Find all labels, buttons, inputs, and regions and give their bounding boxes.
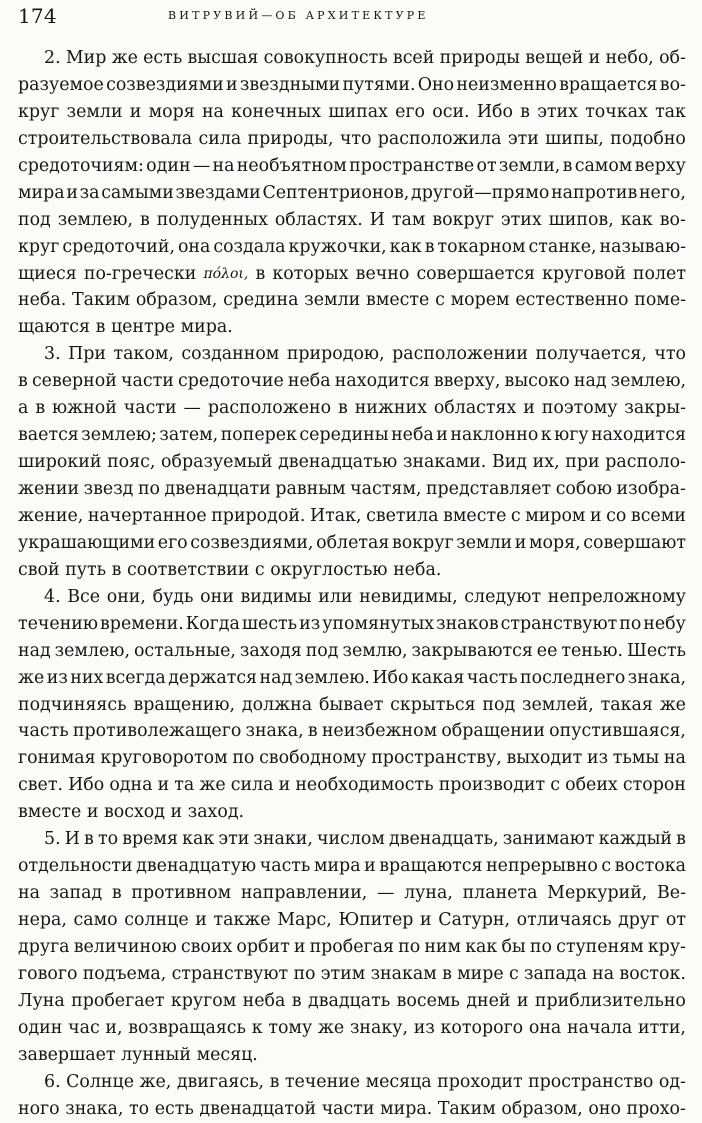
text-line: Луна пробегает кругом неба в двадцать восемь дней и приблизительно [18,990,686,1011]
text-line: же из них всегда держатся над землею. Ибо какая часть последнего знака, [18,667,686,688]
text-line: щиеся по-гречески πόλοι, в которых вечно совершается круговой полет [18,263,686,284]
text-line: вается землею; затем, поперек середины неба и наклонно к югу находится [18,425,686,446]
text-line: подчиняясь вращению, должна бывает скрыться под землей, такая же [18,694,686,715]
text-line: разуемое созвездиями и звездными путями. Оно неизменно вращается во- [18,74,686,95]
text-line: над землею, остальные, заходя под землю, закрываются ее тенью. Шесть [18,640,686,661]
text-line: нера, само солнце и также Марс, Юпитер и Сатурн, отличаясь друг от [18,910,686,930]
text-line: мира и за самыми звездами Септентрионов, другой—прямо напротив него, [18,182,686,203]
text-line: неба. Таким образом, средина земли вместе с морем естественно поме- [18,290,686,311]
text-line: строительствовала сила природы, что расположила эти шипы, подобно [18,128,686,149]
text-line: отдельности двенадцатую часть мира и вращаются непрерывно с востока [18,856,686,877]
page-number: 174 [18,4,57,28]
text-line: щаются в центре мира. [18,317,233,338]
text-line: а в южной части — расположено в нижних областях и поэтому закры- [18,398,686,419]
body-text [18,45,686,1123]
text-line: 5. И в то время как эти знаки, числом двенадцать, занимают каждый в [44,829,686,850]
text-line: средоточиям: один — на необъятном пространстве от земли, в самом верху [18,155,686,176]
text-line: друга величиною своих орбит и пробегая по ним как бы по ступеням кру- [18,936,686,957]
text-line: 4. Все они, будь они видимы или невидимы, следуют непреложному [44,586,686,607]
text-line: свой путь в соответствии с округлостью неба. [18,559,442,580]
text-line: жении звезд по двенадцати равным частям, представляет собою изобра- [18,479,686,499]
paragraph [18,45,686,341]
text-line: украшающими его созвездиями, облетая вокруг земли и моря, совершают [18,532,686,553]
text-line: круг земли и моря на конечных шипах его оси. Ибо в этих точках так [18,101,686,122]
paragraph [18,1069,686,1123]
text-line: 3. При таком, созданном природою, расположении получается, что [44,344,686,365]
text-line: под землею, в полуденных областях. И там вокруг этих шипов, как во- [18,209,686,230]
text-line: свет. Ибо одна и та же сила и необходимость производит с обеих сторон [18,775,686,796]
text-line: жение, начертанное природой. Итак, светила вместе с миром и со всеми [18,505,686,526]
text-line: широкий пояс, образуемый двенадцатью знаками. Вид их, при располо- [18,452,686,473]
page-header [18,4,686,28]
text-line: ного знака, то есть двенадцатой части мира. Таким образом, оно прохо- [18,1098,686,1119]
text-line: на запад в противном направлении, — луна, планета Меркурий, Ве- [18,883,686,904]
text-line: гонимая круговоротом по свободному пространству, выходит из тьмы на [18,748,686,769]
text-line: вместе и восход и заход. [18,802,245,823]
paragraph [18,826,686,1068]
text-line: 2. Мир же есть высшая совокупность всей природы вещей и небо, об- [44,48,686,68]
text-line: 6. Солнце же, двигаясь, в течение месяца проходит пространство од- [44,1071,686,1092]
text-line: гового подъема, странствуют по этим знакам в мире с запада на восток. [18,963,686,984]
text-line: часть противолежащего знака, в неизбежном обращении опустившаяся, [18,721,686,742]
paragraph [18,584,686,826]
text-line: круг средоточий, она создала кружочки, как в токарном станке, называю- [18,236,686,257]
text-line: течению времени. Когда шесть из упомянутых знаков странствуют по небу [18,613,686,634]
text-line: завершает лунный месяц. [18,1044,258,1065]
running-head: ВИТРУВИЙ—ОБ АРХИТЕКТУРЕ [168,9,429,22]
paragraph [18,341,686,583]
text-line: в северной части средоточие неба находится вверху, высоко над землею, [18,371,686,392]
text-line: один час и, возвращаясь к тому же знаку, из которого она начала итти, [18,1017,686,1038]
